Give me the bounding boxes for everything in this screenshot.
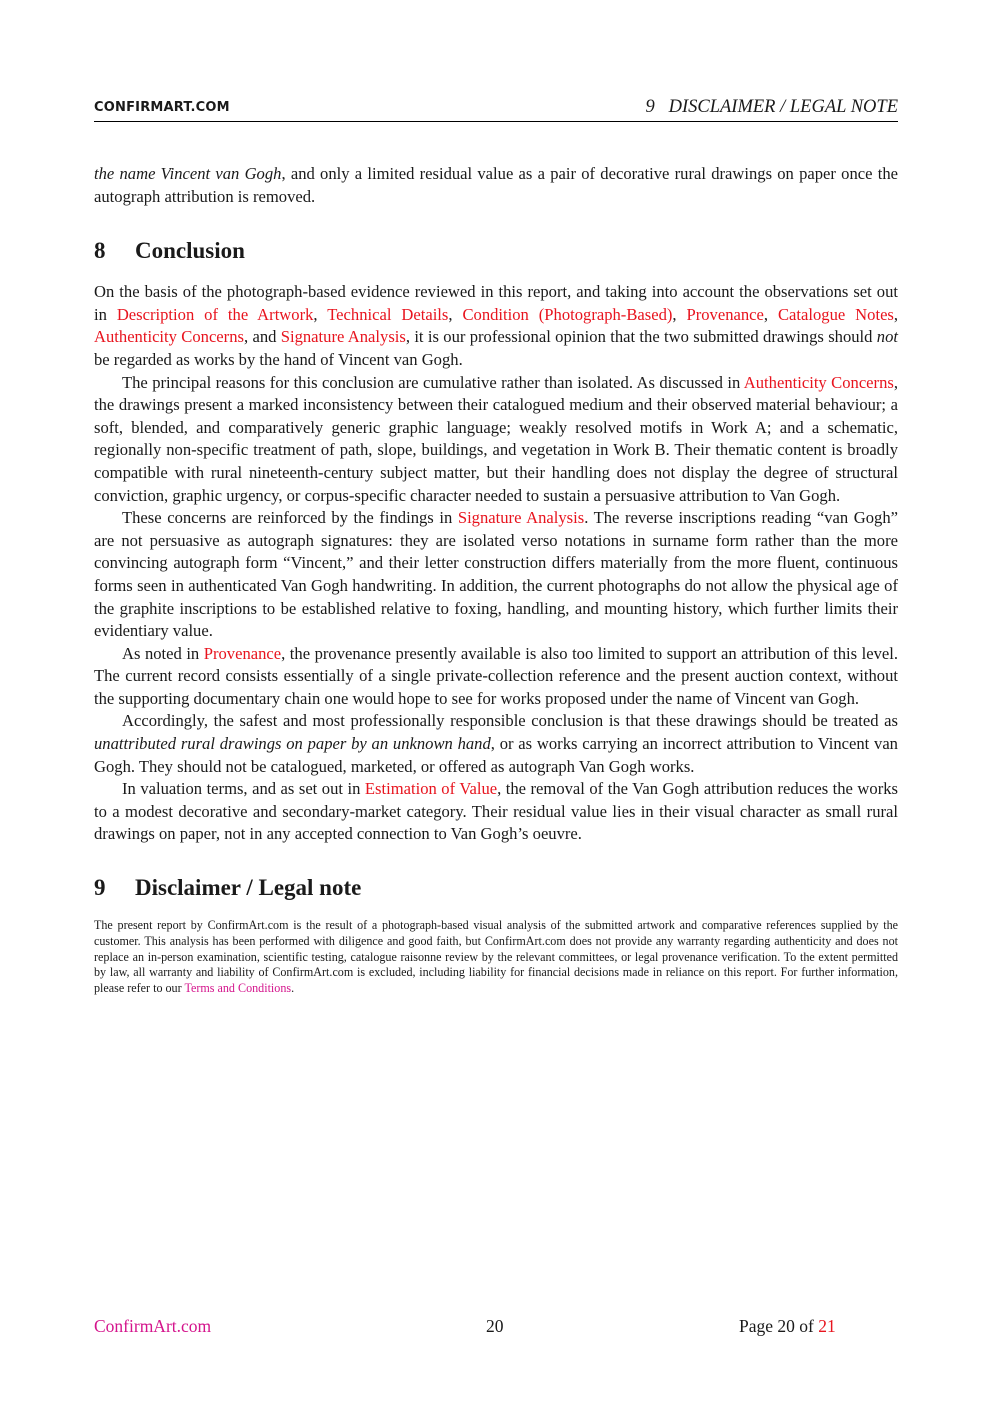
link-terms-and-conditions[interactable]: Terms and Conditions — [184, 981, 292, 996]
link-estimation-of-value[interactable]: Estimation of Value — [364, 779, 498, 799]
conclusion-paragraph-1: On the basis of the photograph-based evidence reviewed in this report, and taking into account the observations set out in Description of the Artwork, Technical Details, Condition (Photograph-Based), Provenance, Catalogue Notes, Authenticity Concerns, and Signature Analysis, it is our professional opinion that the two submitted drawings should not be regarded as works by the hand of Vincent van Gogh. — [94, 282, 899, 369]
footer-page-number: 20 — [486, 1316, 504, 1336]
page-header — [94, 98, 898, 122]
link-catalogue-notes[interactable]: Catalogue Notes — [777, 304, 894, 324]
confirmart-logo: CONFIRMART.COM — [94, 100, 230, 115]
section-title: Conclusion — [135, 238, 245, 264]
emphasis-unattributed: unattributed rural drawings on paper by an unknown hand — [94, 734, 491, 754]
section-heading-conclusion — [94, 237, 898, 265]
page-content — [94, 163, 898, 997]
emphasis-not: not — [876, 327, 898, 347]
link-signature-analysis[interactable]: Signature Analysis — [457, 508, 585, 528]
section-number: 9 — [94, 875, 106, 901]
link-signature-analysis[interactable]: Signature Analysis — [280, 327, 406, 347]
conclusion-paragraph-6: In valuation terms, and as set out in Estimation of Value, the removal of the Van Gogh attribution reduces the works to a modest decorative and secondary-market category. Their residual value lies in their visual character as small rural drawings on paper, not in any accepted connection to Van Gogh’s oeuvre. — [94, 779, 898, 844]
running-title: 9 DISCLAIMER / LEGAL NOTE — [645, 97, 898, 117]
section-heading-disclaimer — [94, 874, 898, 902]
footer-site-link[interactable]: ConfirmArt.com — [94, 1316, 212, 1336]
disclaimer-text: The present report by ConfirmArt.com is the result of a photograph-based visual analysis of the submitted artwork and comparative references supplied by the customer. This analysis has been performed with diligence and good faith, but ConfirmArt.com does not provide any warranty regarding authenticity and does not replace an in-person examination, scientific testing, catalogue raisonne review by the relevant committees, or legal provenance verification. To the extent permitted by law, all warranty and liability of ConfirmArt.com is excluded, including liability for financial decisions made in reliance on this report. For further information, please refer to our Terms and Conditions. — [94, 918, 898, 996]
section-number: 8 — [94, 238, 106, 264]
link-provenance[interactable]: Provenance — [203, 643, 282, 663]
conclusion-paragraph-5: Accordingly, the safest and most professionally responsible conclusion is that these drawings should be treated as unattributed rural drawings on paper by an unknown hand, or as works carrying an incorrect attribution to Vincent van Gogh. They should not be catalogued, marketed, or offered as autograph Van Gogh works. — [94, 711, 898, 776]
italic-name: the name Vincent van Gogh — [94, 164, 282, 183]
section-title: Disclaimer / Legal note — [135, 875, 362, 901]
conclusion-paragraph-3: These concerns are reinforced by the findings in Signature Analysis. The reverse inscriptions reading “van Gogh” are not persuasive as autograph signatures: they are isolated verso notations in surname form rather than the more convincing autograph form “Vincent,” and their letter construction differs materially from the more fluent, continuous forms seen in authenticated Van Gogh handwriting. In addition, the current photographs do not allow the physical age of the graphite inscriptions to be established relative to foxing, handling, and mounting history, which further limits their evidentiary value. — [94, 508, 898, 641]
link-technical-details[interactable]: Technical Details — [327, 304, 449, 324]
link-total-pages[interactable]: 21 — [818, 1316, 836, 1336]
link-authenticity-concerns[interactable]: Authenticity Concerns — [94, 327, 244, 347]
conclusion-paragraph-4: As noted in Provenance, the provenance presently available is also too limited to support an attribution of this level. The current record consists essentially of a single private-collection reference and the present auction context, without the supporting documentary chain one would hope to see for works proposed under the name of Vincent van Gogh. — [94, 643, 898, 708]
conclusion-paragraph-2: The principal reasons for this conclusion are cumulative rather than isolated. As discussed in Authenticity Concerns, the drawings present a marked inconsistency between their catalogued medium and their observed material behaviour; a soft, blended, and comparatively generic graphic language; weakly resolved motifs in Work A; and a schematic, regionally non-specific treatment of path, slope, buildings, and vegetation in Work B. Their thematic content is broadly compatible with rural nineteenth-century subject matter, but their handling does not display the degree of structural conviction, graphic urgency, or corpus-specific character needed to sustain a persuasive attribution to Van Gogh. — [94, 372, 898, 505]
link-authenticity-concerns[interactable]: Authenticity Concerns — [743, 372, 894, 392]
link-provenance[interactable]: Provenance — [686, 304, 764, 324]
link-condition[interactable]: Condition (Photograph-Based) — [462, 304, 673, 324]
link-description-of-artwork[interactable]: Description of the Artwork — [116, 304, 314, 324]
carryover-paragraph: the name Vincent van Gogh, and only a limited residual value as a pair of decorative rural drawings on paper once the autograph attribution is removed. — [94, 164, 899, 206]
footer-page-count: Page 20 of 21 — [739, 1316, 836, 1336]
